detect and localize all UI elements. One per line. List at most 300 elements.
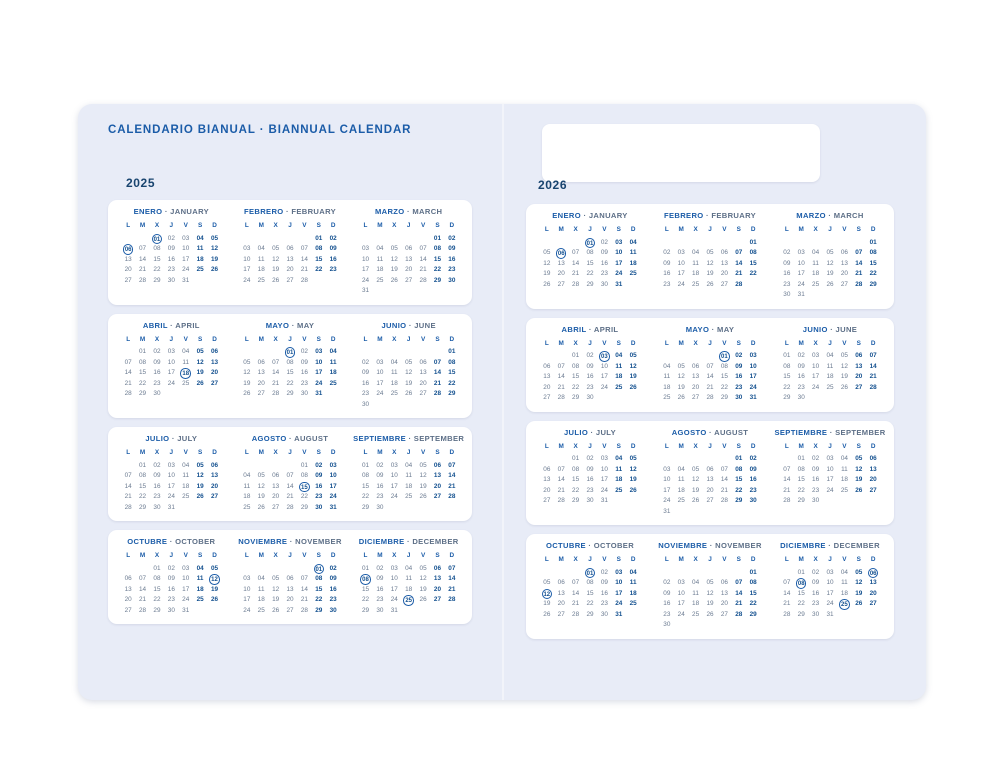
day-cell: 11 bbox=[692, 589, 699, 597]
weekday-header-row bbox=[114, 335, 229, 346]
day-cell: 03 bbox=[361, 245, 370, 252]
day-cell: 27 bbox=[557, 280, 565, 288]
day-cell: 08 bbox=[720, 362, 728, 370]
weekday-header: L bbox=[126, 222, 131, 229]
weekday-header: X bbox=[392, 222, 397, 229]
day-cell-empty bbox=[780, 568, 794, 579]
day-cell-empty bbox=[674, 238, 688, 249]
weekday-header: X bbox=[693, 442, 698, 450]
week-row bbox=[772, 475, 888, 486]
day-cell-empty bbox=[674, 568, 688, 579]
week-row bbox=[351, 265, 466, 276]
day-cell: 17 bbox=[797, 270, 805, 277]
weekday-header: D bbox=[330, 222, 336, 229]
month-name: OCTUBRE · OCTOBER bbox=[545, 541, 635, 550]
day-cell: 13 bbox=[272, 482, 280, 490]
day-cell: 15 bbox=[433, 255, 442, 263]
day-cell: 29 bbox=[153, 276, 161, 284]
day-cell: 14 bbox=[448, 472, 456, 479]
day-cell: 22 bbox=[433, 266, 442, 273]
day-cell: 20 bbox=[433, 482, 442, 490]
week-row bbox=[233, 234, 348, 245]
weekday-header: V bbox=[420, 222, 426, 229]
day-cell: 04 bbox=[826, 352, 834, 359]
day-cell: 27 bbox=[557, 610, 565, 618]
day-cell: 28 bbox=[735, 280, 743, 288]
day-cell: 29 bbox=[361, 503, 370, 511]
weekday-header: S bbox=[736, 226, 741, 233]
day-cell: 04 bbox=[629, 568, 637, 576]
day-cell: 30 bbox=[783, 291, 791, 298]
day-cell: 20 bbox=[869, 589, 877, 597]
day-cell-empty bbox=[240, 461, 254, 472]
day-cell: 10 bbox=[797, 259, 805, 267]
day-cell: 24 bbox=[600, 383, 608, 391]
day-cell-empty bbox=[540, 568, 554, 579]
day-cell: 09 bbox=[376, 472, 384, 479]
weekday-header-row bbox=[351, 221, 466, 232]
day-cell: 16 bbox=[735, 373, 743, 380]
day-cell: 23 bbox=[797, 383, 805, 391]
weekday-header: V bbox=[302, 335, 307, 343]
day-cell: 10 bbox=[663, 476, 671, 483]
day-cell: 06 bbox=[543, 465, 551, 473]
weekday-header: S bbox=[736, 442, 741, 450]
day-cell: 09 bbox=[663, 589, 671, 597]
day-cell: 26 bbox=[272, 276, 280, 284]
day-cell: 07 bbox=[720, 465, 728, 473]
day-cell-empty bbox=[416, 347, 430, 358]
day-cell-empty bbox=[179, 389, 193, 400]
weekday-header-row bbox=[532, 555, 648, 566]
week-row bbox=[532, 248, 648, 259]
day-cell-empty bbox=[852, 393, 866, 404]
day-cell: 27 bbox=[720, 280, 728, 288]
day-cell: 21 bbox=[448, 482, 456, 490]
day-cell-empty bbox=[430, 400, 444, 411]
day-cell: 23 bbox=[783, 280, 791, 288]
day-cell: 12 bbox=[196, 472, 204, 479]
day-cell: 09 bbox=[153, 472, 161, 479]
day-cell-empty bbox=[852, 496, 866, 507]
weekday-header: D bbox=[870, 226, 876, 233]
day-cell: 06 bbox=[433, 461, 442, 469]
day-cell: 02 bbox=[735, 352, 743, 359]
day-cell: 23 bbox=[153, 379, 161, 387]
day-cell: 07 bbox=[572, 249, 580, 256]
day-cell: 01 bbox=[797, 568, 805, 576]
weekday-header: S bbox=[856, 226, 861, 233]
day-cell: 11 bbox=[841, 579, 848, 586]
week-row bbox=[233, 482, 348, 493]
week-row bbox=[351, 244, 466, 255]
day-cell-empty bbox=[660, 568, 674, 579]
day-cell: 02 bbox=[812, 455, 820, 462]
weekday-header-row bbox=[652, 225, 768, 236]
planner-spread bbox=[78, 104, 926, 700]
day-cell: 29 bbox=[139, 390, 147, 397]
quarter-block bbox=[526, 204, 894, 309]
day-cell: 24 bbox=[315, 379, 323, 387]
day-cell: 10 bbox=[361, 255, 370, 263]
day-cell: 07 bbox=[124, 472, 132, 479]
weekday-header: X bbox=[273, 449, 278, 456]
day-cell: 08 bbox=[286, 358, 294, 366]
day-cell: 11 bbox=[405, 472, 412, 479]
day-cell: 03 bbox=[826, 455, 834, 462]
day-cell: 23 bbox=[376, 596, 384, 603]
day-cell: 06 bbox=[257, 358, 265, 366]
week-row bbox=[652, 351, 768, 362]
day-cell: 29 bbox=[735, 497, 743, 504]
weekday-header: D bbox=[750, 339, 756, 347]
day-cell: 31 bbox=[600, 497, 608, 504]
day-cell: 29 bbox=[797, 610, 805, 618]
day-cell: 12 bbox=[692, 476, 700, 483]
week-row bbox=[652, 393, 768, 404]
day-cell: 08 bbox=[586, 579, 594, 586]
day-cell: 09 bbox=[735, 362, 743, 370]
month-name: ABRIL · APRIL bbox=[561, 324, 619, 334]
day-cell: 04 bbox=[243, 472, 251, 479]
day-cell: 25 bbox=[692, 610, 700, 618]
day-cell: 31 bbox=[615, 610, 623, 618]
week-row bbox=[233, 368, 348, 379]
day-cell: 29 bbox=[586, 610, 594, 618]
day-cell-empty bbox=[416, 234, 430, 245]
day-cell: 12 bbox=[390, 255, 398, 263]
day-cell: 18 bbox=[615, 476, 623, 483]
day-cell: 30 bbox=[376, 503, 384, 511]
day-cell: 24 bbox=[826, 600, 834, 607]
day-cell-empty bbox=[254, 461, 268, 472]
day-cell: 06 bbox=[706, 465, 714, 473]
day-cell: 25 bbox=[182, 379, 190, 387]
quarter-block bbox=[526, 318, 894, 412]
day-cell: 23 bbox=[329, 266, 337, 273]
day-cell: 27 bbox=[543, 394, 551, 401]
weekday-header: M bbox=[139, 222, 146, 229]
month-name: JUNIO · JUNE bbox=[381, 320, 436, 330]
quarter-block bbox=[526, 421, 894, 526]
day-cell: 27 bbox=[840, 280, 848, 288]
day-cell: 19 bbox=[855, 589, 863, 597]
weekday-header-row bbox=[652, 339, 768, 350]
day-cell: 21 bbox=[448, 585, 456, 593]
month-2025-2 bbox=[231, 207, 350, 297]
month-2026-9 bbox=[770, 428, 890, 518]
day-cell: 14 bbox=[783, 476, 791, 483]
day-cell: 13 bbox=[692, 373, 700, 380]
day-cell: 06 bbox=[866, 568, 880, 579]
day-cell: 20 bbox=[855, 373, 863, 380]
day-cell: 30 bbox=[167, 606, 175, 614]
day-cell: 17 bbox=[677, 600, 685, 607]
day-cell-empty bbox=[717, 238, 731, 249]
day-cell: 13 bbox=[557, 589, 565, 597]
day-cell: 06 bbox=[121, 244, 135, 255]
day-cell-empty bbox=[660, 351, 674, 362]
day-cell: 28 bbox=[448, 596, 456, 603]
week-row bbox=[114, 368, 229, 379]
day-cell: 18 bbox=[677, 486, 685, 494]
week-row bbox=[114, 244, 229, 255]
day-cell: 10 bbox=[826, 465, 834, 473]
weekday-header: D bbox=[449, 449, 455, 456]
week-row bbox=[114, 482, 229, 493]
day-cell: 16 bbox=[586, 476, 594, 483]
day-cell: 17 bbox=[376, 379, 384, 387]
weekday-header: L bbox=[126, 335, 131, 343]
day-cell: 20 bbox=[543, 486, 551, 494]
day-cell: 29 bbox=[572, 394, 580, 401]
weekday-header: M bbox=[377, 222, 383, 229]
day-cell: 25 bbox=[692, 280, 700, 288]
day-cell-empty bbox=[207, 606, 221, 617]
week-row bbox=[351, 564, 466, 575]
month-name: JULIO · JULY bbox=[563, 427, 617, 437]
day-cell: 03 bbox=[663, 465, 671, 473]
day-cell: 14 bbox=[557, 476, 565, 483]
day-cell: 17 bbox=[749, 373, 757, 380]
day-cell: 08 bbox=[448, 358, 456, 366]
weekday-header: V bbox=[722, 442, 727, 450]
day-cell: 23 bbox=[663, 280, 671, 288]
day-cell: 17 bbox=[243, 266, 251, 273]
weekday-header: J bbox=[288, 449, 292, 456]
day-cell: 16 bbox=[600, 589, 608, 597]
day-cell: 26 bbox=[243, 390, 251, 397]
day-cell-empty bbox=[430, 503, 444, 514]
day-cell: 05 bbox=[677, 362, 685, 370]
day-cell: 11 bbox=[196, 575, 204, 582]
day-cell: 28 bbox=[572, 280, 580, 288]
month-name: MAYO · MAY bbox=[685, 324, 735, 334]
day-cell: 28 bbox=[419, 276, 427, 284]
weekday-header: J bbox=[406, 449, 411, 456]
day-cell: 10 bbox=[812, 362, 820, 370]
weekday-header: M bbox=[558, 556, 564, 563]
day-cell: 27 bbox=[720, 610, 728, 618]
day-cell: 05 bbox=[257, 472, 265, 479]
weekday-header: V bbox=[842, 226, 847, 233]
day-cell-empty bbox=[445, 503, 459, 514]
quarter-block bbox=[108, 314, 472, 419]
day-cell: 13 bbox=[405, 255, 413, 263]
day-cell: 02 bbox=[812, 568, 820, 576]
day-cell: 10 bbox=[243, 585, 251, 593]
notes-box[interactable] bbox=[542, 124, 820, 182]
weekday-header: S bbox=[435, 552, 440, 559]
day-cell: 22 bbox=[153, 596, 161, 603]
day-cell: 21 bbox=[735, 270, 743, 277]
month-2026-7 bbox=[530, 428, 650, 518]
weekday-header: V bbox=[302, 552, 307, 559]
day-cell: 05 bbox=[405, 358, 413, 366]
day-cell: 19 bbox=[826, 270, 834, 277]
week-row bbox=[233, 564, 348, 575]
day-cell-empty bbox=[823, 393, 837, 404]
day-cell: 09 bbox=[600, 579, 608, 586]
day-cell-empty bbox=[268, 347, 282, 358]
weekday-header: L bbox=[244, 449, 249, 456]
day-cell-empty bbox=[837, 610, 851, 621]
page-title: CALENDARIO BIANUAL · BIANNUAL CALENDAR bbox=[108, 124, 412, 136]
day-cell: 24 bbox=[361, 276, 370, 284]
day-cell: 12 bbox=[257, 482, 265, 490]
day-cell: 02 bbox=[376, 461, 384, 469]
day-cell-empty bbox=[688, 454, 702, 465]
month-2026-6 bbox=[770, 325, 890, 404]
day-cell: 20 bbox=[210, 369, 219, 376]
day-cell: 22 bbox=[720, 383, 728, 391]
day-cell: 20 bbox=[557, 270, 565, 277]
weekday-header: S bbox=[316, 449, 321, 456]
day-cell-empty bbox=[852, 610, 866, 621]
day-cell: 15 bbox=[153, 585, 161, 593]
day-cell: 17 bbox=[826, 589, 834, 597]
day-cell: 08 bbox=[869, 249, 877, 256]
day-cell-empty bbox=[703, 238, 717, 249]
day-cell: 28 bbox=[124, 503, 132, 511]
day-cell: 17 bbox=[600, 476, 608, 483]
day-cell: 20 bbox=[840, 270, 848, 277]
day-cell: 15 bbox=[572, 476, 580, 483]
day-cell: 01 bbox=[433, 234, 442, 242]
day-cell: 23 bbox=[749, 486, 757, 494]
weekday-header: X bbox=[154, 449, 160, 456]
week-row bbox=[351, 234, 466, 245]
day-cell: 20 bbox=[124, 596, 132, 603]
day-cell-empty bbox=[193, 389, 207, 400]
day-cell: 26 bbox=[405, 390, 413, 397]
day-cell: 17 bbox=[329, 482, 337, 490]
day-cell: 10 bbox=[677, 589, 685, 597]
weekday-header: J bbox=[588, 226, 592, 233]
weekday-header: X bbox=[813, 556, 818, 563]
day-cell: 18 bbox=[196, 585, 204, 593]
weekday-header: J bbox=[828, 226, 832, 233]
day-cell: 24 bbox=[167, 379, 175, 387]
weekday-header: J bbox=[588, 339, 592, 347]
week-row bbox=[233, 255, 348, 266]
day-cell: 04 bbox=[390, 358, 398, 366]
day-cell: 01 bbox=[315, 234, 323, 242]
day-cell-empty bbox=[866, 290, 880, 301]
day-cell: 31 bbox=[167, 503, 175, 511]
week-row bbox=[772, 290, 888, 301]
day-cell: 08 bbox=[572, 362, 580, 370]
day-cell: 28 bbox=[272, 390, 280, 397]
day-cell: 05 bbox=[419, 564, 427, 572]
day-cell: 24 bbox=[167, 493, 175, 500]
day-cell: 20 bbox=[433, 585, 442, 593]
day-cell: 29 bbox=[869, 280, 877, 288]
day-cell: 11 bbox=[841, 465, 848, 473]
day-cell: 01 bbox=[139, 461, 147, 469]
day-cell: 29 bbox=[720, 394, 728, 401]
day-cell: 22 bbox=[783, 383, 791, 391]
weekday-header: X bbox=[813, 226, 818, 233]
day-cell: 16 bbox=[376, 585, 384, 593]
weekday-header: L bbox=[544, 442, 549, 450]
day-cell-empty bbox=[135, 234, 149, 245]
day-cell-empty bbox=[554, 238, 568, 249]
day-cell: 31 bbox=[329, 503, 337, 511]
day-cell: 20 bbox=[210, 482, 219, 490]
week-row bbox=[532, 351, 648, 362]
day-cell: 08 bbox=[433, 245, 442, 252]
day-cell: 30 bbox=[361, 400, 370, 408]
day-cell: 08 bbox=[358, 574, 372, 585]
day-cell-empty bbox=[193, 606, 207, 617]
day-cell-empty bbox=[823, 496, 837, 507]
day-cell: 04 bbox=[663, 362, 671, 370]
day-cell: 22 bbox=[153, 266, 161, 273]
day-cell-empty bbox=[401, 606, 415, 617]
day-cell-empty bbox=[688, 507, 702, 518]
day-cell: 22 bbox=[286, 379, 294, 387]
day-cell: 14 bbox=[300, 585, 308, 593]
day-cell: 12 bbox=[629, 362, 637, 370]
day-cell-empty bbox=[732, 568, 746, 579]
day-cell: 28 bbox=[139, 276, 147, 284]
weekday-header: J bbox=[708, 226, 712, 233]
day-cell-empty bbox=[626, 280, 640, 291]
day-cell: 16 bbox=[167, 255, 175, 263]
year-label-left: 2025 bbox=[126, 176, 156, 190]
day-cell: 02 bbox=[153, 348, 161, 355]
day-cell: 22 bbox=[315, 596, 323, 603]
day-cell: 23 bbox=[361, 390, 370, 397]
weekday-header: J bbox=[288, 335, 292, 343]
week-row bbox=[652, 568, 768, 579]
day-cell-empty bbox=[866, 610, 880, 621]
day-cell: 16 bbox=[812, 589, 820, 597]
month-2026-10 bbox=[530, 541, 650, 631]
day-cell-empty bbox=[312, 276, 326, 287]
month-name: FEBRERO · FEBRUARY bbox=[663, 211, 757, 220]
weekday-header: S bbox=[197, 335, 203, 343]
day-cell: 12 bbox=[243, 369, 251, 376]
day-cell: 28 bbox=[124, 390, 132, 397]
day-cell: 16 bbox=[329, 255, 337, 263]
weekday-header: V bbox=[183, 335, 188, 343]
day-cell: 27 bbox=[210, 493, 219, 500]
week-row bbox=[772, 383, 888, 394]
weekday-header-row bbox=[652, 555, 768, 566]
day-cell: 10 bbox=[826, 579, 834, 586]
day-cell: 01 bbox=[735, 455, 743, 462]
month-name: FEBRERO · FEBRUARY bbox=[243, 207, 337, 216]
day-cell: 27 bbox=[855, 383, 863, 391]
day-cell: 26 bbox=[543, 610, 551, 618]
day-cell: 24 bbox=[677, 610, 685, 618]
day-cell: 18 bbox=[196, 255, 204, 263]
day-cell: 13 bbox=[257, 369, 265, 376]
day-cell: 01 bbox=[150, 234, 164, 245]
day-cell: 14 bbox=[855, 259, 863, 267]
day-cell: 04 bbox=[257, 245, 265, 252]
day-cell: 15 bbox=[361, 585, 370, 593]
weekday-header: M bbox=[678, 226, 684, 233]
day-cell: 17 bbox=[615, 589, 623, 597]
weekday-header: D bbox=[750, 226, 756, 233]
day-cell: 04 bbox=[812, 249, 820, 256]
day-cell: 19 bbox=[677, 383, 685, 391]
day-cell-empty bbox=[401, 234, 415, 245]
day-cell: 10 bbox=[329, 472, 337, 479]
